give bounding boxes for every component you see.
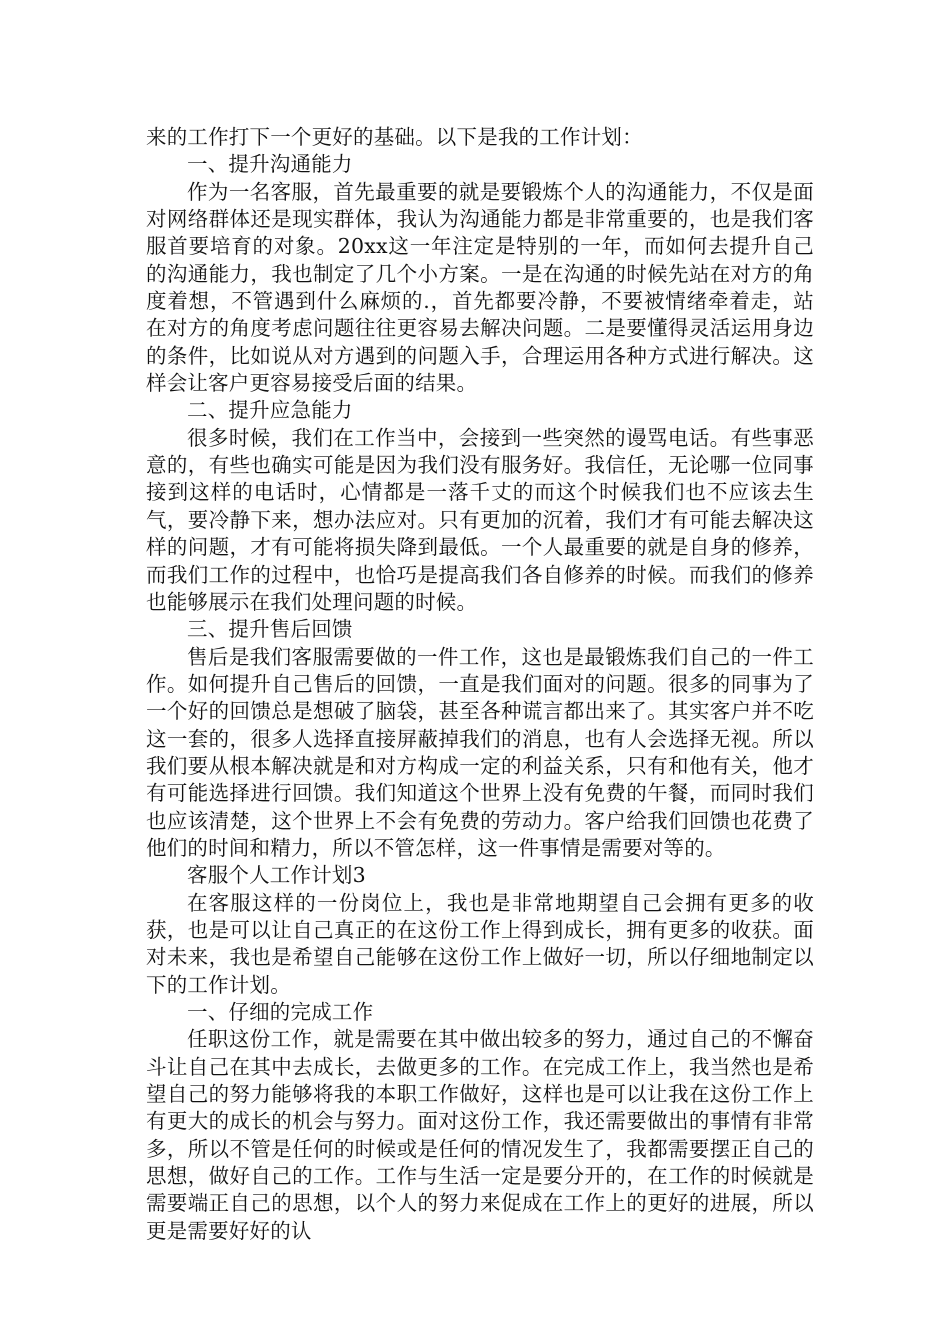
body-paragraph: 售后是我们客服需要做的一件工作，这也是最锻炼我们自己的一件工作。如何提升自己售后的回馈，一直是我们面对的问题。很多的同事为了一个好的回馈总是想破了脑袋，甚至各种谎言都出来了。其实客户并不吃这一套的，很多人选择直接屏蔽掉我们的消息，也有人会选择无视。所以我们要从根本解决就是和对方构成一定的利益关系，只有和他有关，他才有可能选择进行回馈。我们知道这个世界上没有免费的午餐，而同时我们也应该清楚，这个世界上不会有免费的劳动力。客户给我们回馈也花费了他们的时间和精力，所以不管怎样，这一件事情是需要对等的。	[146, 644, 814, 860]
section-heading: 一、仔细的完成工作	[187, 1000, 374, 1024]
body-paragraph: 作为一名客服，首先最重要的就是要锻炼个人的沟通能力，不仅是面对网络群体还是现实群体，我认为沟通能力都是非常重要的，也是我们客服首要培育的对象。20xx这一年注定是特别的一年，而如何去提升自己的沟通能力，我也制定了几个小方案。一是在沟通的时候先站在对方的角度着想，不管遇到什么麻烦的.，首先都要冷静，不要被情绪牵着走，站在对方的角度考虑问题往往更容易去解决问题。二是要懂得灵活运用身边的条件，比如说从对方遇到的问题入手，合理运用各种方式进行解决。这样会让客户更容易接受后面的结果。	[146, 179, 814, 396]
section-heading: 三、提升售后回馈	[187, 617, 353, 642]
body-paragraph: 很多时候，我们在工作当中，会接到一些突然的谩骂电话。有些事恶意的，有些也确实可能是因为我们没有服务好。我信任，无论哪一位同事接到这样的电话时，心情都是一落千丈的而这个时候我们也不应该去生气，要冷静下来，想办法应对。只有更加的沉着，我们才有可能去解决这样的问题，才有可能将损失降到最低。一个人最重要的就是自身的修养，而我们工作的过程中，也恰巧是提高我们各自修养的时候。而我们的修养也能够展示在我们处理问题的时候。	[146, 425, 814, 614]
document-body	[146, 124, 814, 1245]
plan-title: 客服个人工作计划3	[187, 863, 366, 888]
body-paragraph: 任职这份工作，就是需要在其中做出较多的努力，通过自己的不懈奋斗让自己在其中去成长，去做更多的工作。在完成工作上，我当然也是希望自己的努力能够将我的本职工作做好，这样也是可以让我在这份工作上有更大的成长的机会与努力。面对这份工作，我还需要做出的事情有非常多，所以不管是任何的时候或是任何的情况发生了，我都需要摆正自己的思想，做好自己的工作。工作与生活一定是要分开的，在工作的时候就是需要端正自己的思想，以个人的努力来促成在工作上的更好的进展，所以更是需要好好的认	[146, 1027, 814, 1243]
section-heading: 一、提升沟通能力	[187, 152, 353, 177]
section-heading: 二、提升应急能力	[187, 398, 353, 423]
body-paragraph: 在客服这样的一份岗位上，我也是非常地期望自己会拥有更多的收获，也是可以让自己真正的在这份工作上得到成长，拥有更多的收获。面对未来，我也是希望自己能够在这份工作上做好一切，所以仔细地制定以下的工作计划。	[146, 890, 814, 997]
continuation-paragraph: 来的工作打下一个更好的基础。以下是我的工作计划：	[146, 125, 643, 149]
